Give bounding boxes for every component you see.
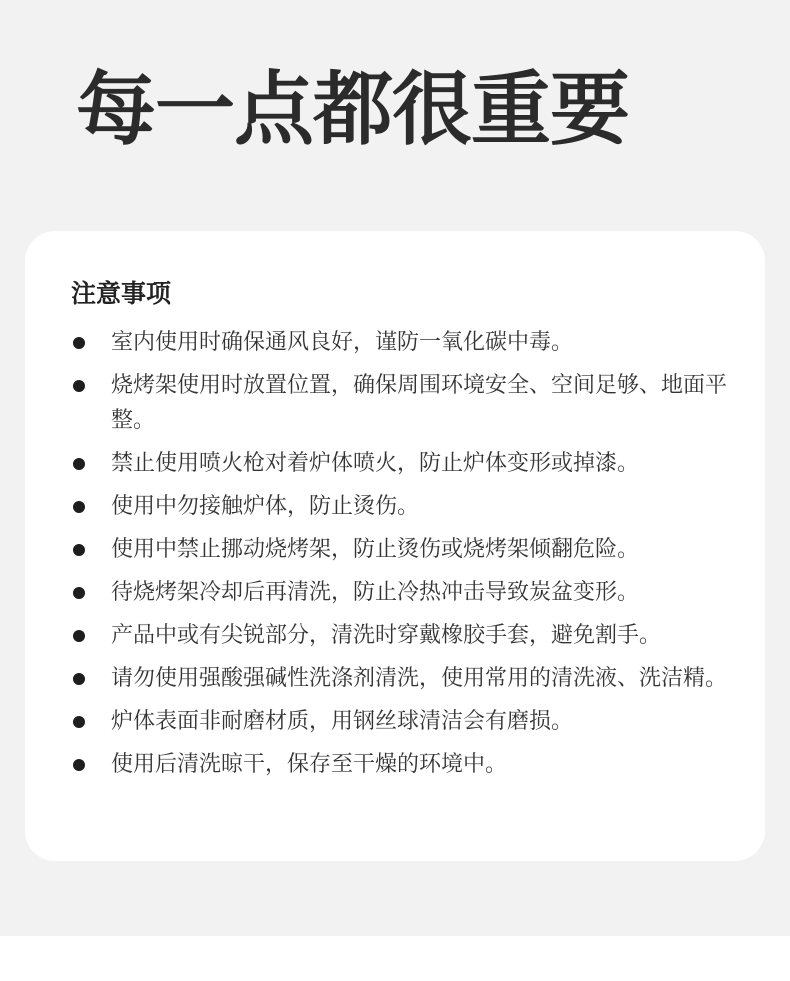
bullet-icon: [73, 337, 85, 349]
list-item: [25, 532, 765, 567]
list-item: [25, 747, 765, 782]
list-item-text: 炉体表面非耐磨材质，用钢丝球清洁会有磨损。: [111, 709, 574, 734]
bullet-icon: [73, 716, 85, 728]
list-item: [25, 575, 765, 610]
list-item-text: 使用后清洗晾干，保存至干燥的环境中。: [111, 752, 508, 777]
page-title: 每一点都很重要: [76, 63, 629, 156]
bullet-icon: [73, 458, 85, 470]
list-item: [25, 618, 765, 653]
list-item: [25, 661, 765, 696]
bullet-icon: [73, 673, 85, 685]
list-item: [25, 368, 765, 438]
bullet-icon: [73, 544, 85, 556]
notice-card: [25, 231, 765, 861]
notice-heading: 注意事项: [71, 279, 172, 308]
notice-list: [25, 325, 765, 790]
list-item-text: 请勿使用强酸强碱性洗涤剂清洗，使用常用的清洗液、洗洁精。: [111, 666, 728, 691]
list-item-text: 使用中勿接触炉体，防止烫伤。: [111, 494, 420, 519]
list-item: [25, 446, 765, 481]
list-item: [25, 704, 765, 739]
list-item-text: 产品中或有尖锐部分，清洗时穿戴橡胶手套，避免割手。: [111, 623, 662, 648]
bullet-icon: [73, 759, 85, 771]
bullet-icon: [73, 630, 85, 642]
list-item: [25, 489, 765, 524]
bullet-icon: [73, 380, 85, 392]
bullet-icon: [73, 501, 85, 513]
list-item-text: 禁止使用喷火枪对着炉体喷火，防止炉体变形或掉漆。: [111, 451, 640, 476]
list-item: [25, 325, 765, 360]
bullet-icon: [73, 587, 85, 599]
list-item-text: 待烧烤架冷却后再清洗，防止冷热冲击导致炭盆变形。: [111, 580, 640, 605]
list-item-text: 使用中禁止挪动烧烤架，防止烫伤或烧烤架倾翻危险。: [111, 537, 640, 562]
list-item-text: 烧烤架使用时放置位置，确保周围环境安全、空间足够、地面平整。: [111, 373, 728, 433]
list-item-text: 室内使用时确保通风良好，谨防一氧化碳中毒。: [111, 330, 574, 355]
